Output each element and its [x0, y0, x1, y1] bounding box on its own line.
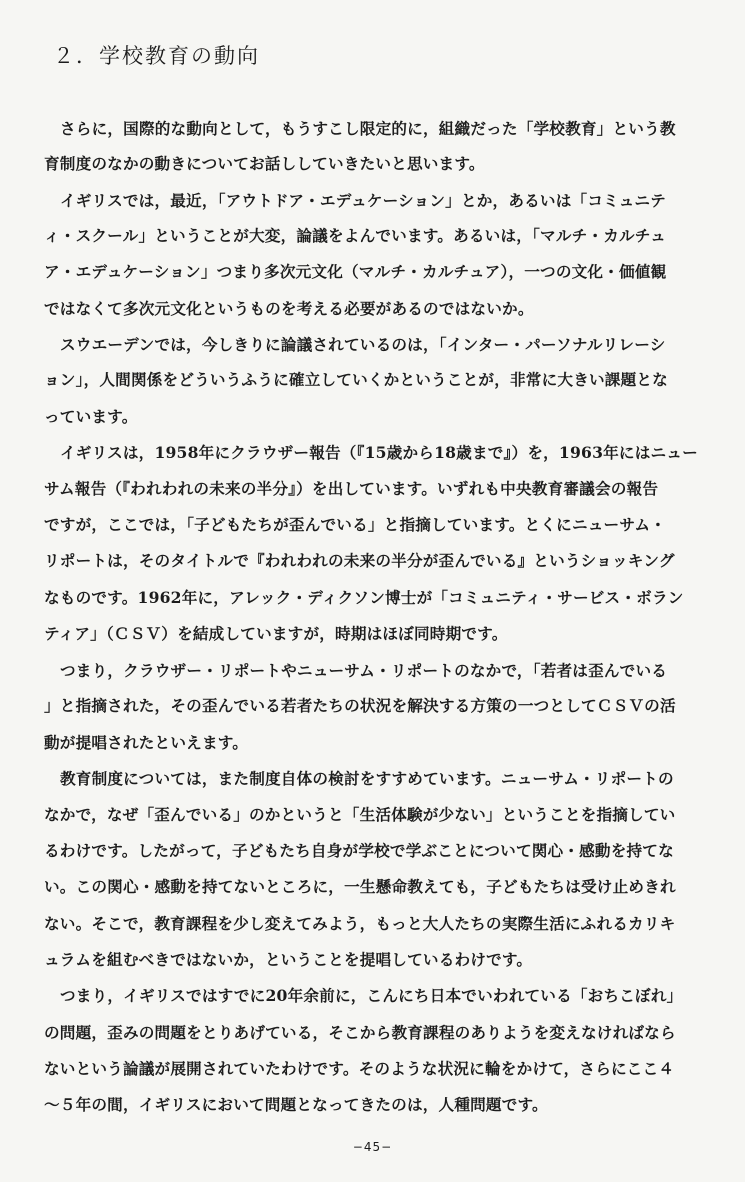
text-line: イギリスでは，最近，「アウトドア・エデュケーション」とか，あるいは「コミュニテ	[60, 191, 666, 210]
text-line: ョン」，人間関係をどういうふうに確立していくかということが，非常に大きい課題とな	[44, 370, 668, 389]
text-line: イギリスは，1958年にクラウザー報告（『15歳から18歳まで』）を，1963年にはニュー	[60, 443, 698, 462]
text-line: スウエーデンでは，今しきりに論議されているのは，「インター・パーソナルリレーシ	[60, 335, 666, 354]
text-line: サム報告（『われわれの未来の半分』）を出しています。いずれも中央教育審議会の報告	[44, 479, 659, 498]
text-line: っています。	[44, 407, 138, 426]
text-line: 教育制度については，また制度自体の検討をすすめています。ニューサム・リポートの	[60, 769, 674, 788]
text-line: リポートは，そのタイトルで『われわれの未来の半分が歪んでいる』というショッキング	[44, 551, 675, 570]
text-line: なものです。1962年に，アレック・ディクソン博士が「コミュニティ・サービス・ボラン	[44, 588, 684, 607]
text-line: ュラムを組むべきではないか，ということを提唱しているわけです。	[44, 950, 533, 969]
text-line: ィ・スクール」ということが大変，論議をよんでいます。あるいは，「マルチ・カルチュ	[44, 226, 666, 245]
text-line: ティア」（ＣＳＶ）を結成していますが，時期はほぼ同時期です。	[44, 624, 508, 643]
text-line: ではなくて多次元文化というものを考える必要があるのではないか。	[44, 299, 534, 318]
text-line: なかで，なぜ「歪んでいる」のかというと「生活体験が少ない」ということを指摘してい	[44, 805, 676, 824]
text-line: つまり，クラウザー・リポートやニューサム・リポートのなかで，「若者は歪んでいる	[60, 661, 668, 680]
text-line: つまり，イギリスではすでに20年余前に，こんにち日本でいわれている「おちこぼれ」	[60, 986, 683, 1005]
text-line: ア・エデュケーション」つまり多次元文化（マルチ・カルチュア），一つの文化・価値観	[44, 262, 667, 281]
text-line: の問題，歪みの問題をとりあげている，そこから教育課程のありようを変えなければなら	[44, 1023, 676, 1042]
text-line: ない。そこで，教育課程を少し変えてみよう，もっと大人たちの実際生活にふれるカリキ	[44, 914, 676, 933]
text-line: い。この関心・感動を持てないところに，一生懸命教えても，子どもたちは受け止めきれ	[44, 877, 676, 896]
text-line: 動が提唱されたといえます。	[44, 733, 249, 752]
section-heading: ２．学校教育の動向	[53, 44, 260, 68]
text-line: ～５年の間，イギリスにおいて問題となってきたのは，人種問題です。	[44, 1095, 548, 1114]
text-line: ですが，ここでは，「子どもたちが歪んでいる」と指摘しています。とくにニューサム・	[44, 515, 666, 534]
text-line: 育制度のなかの動きについてお話ししていきたいと思います。	[44, 154, 485, 173]
page-number: −45−	[352, 1140, 393, 1154]
text-line: ないという論議が展開されていたわけです。そのような状況に輪をかけて，さらにここ４	[44, 1059, 675, 1078]
text-line: さらに，国際的な動向として，もうすこし限定的に，組織だった「学校教育」という教	[60, 119, 676, 138]
text-line: 」と指摘された，その歪んでいる若者たちの状況を解決する方策の一つとしてＣＳＶの活	[44, 696, 676, 715]
text-line: るわけです。したがって，子どもたち自身が学校で学ぶことについて関心・感動を持てな	[44, 841, 674, 860]
